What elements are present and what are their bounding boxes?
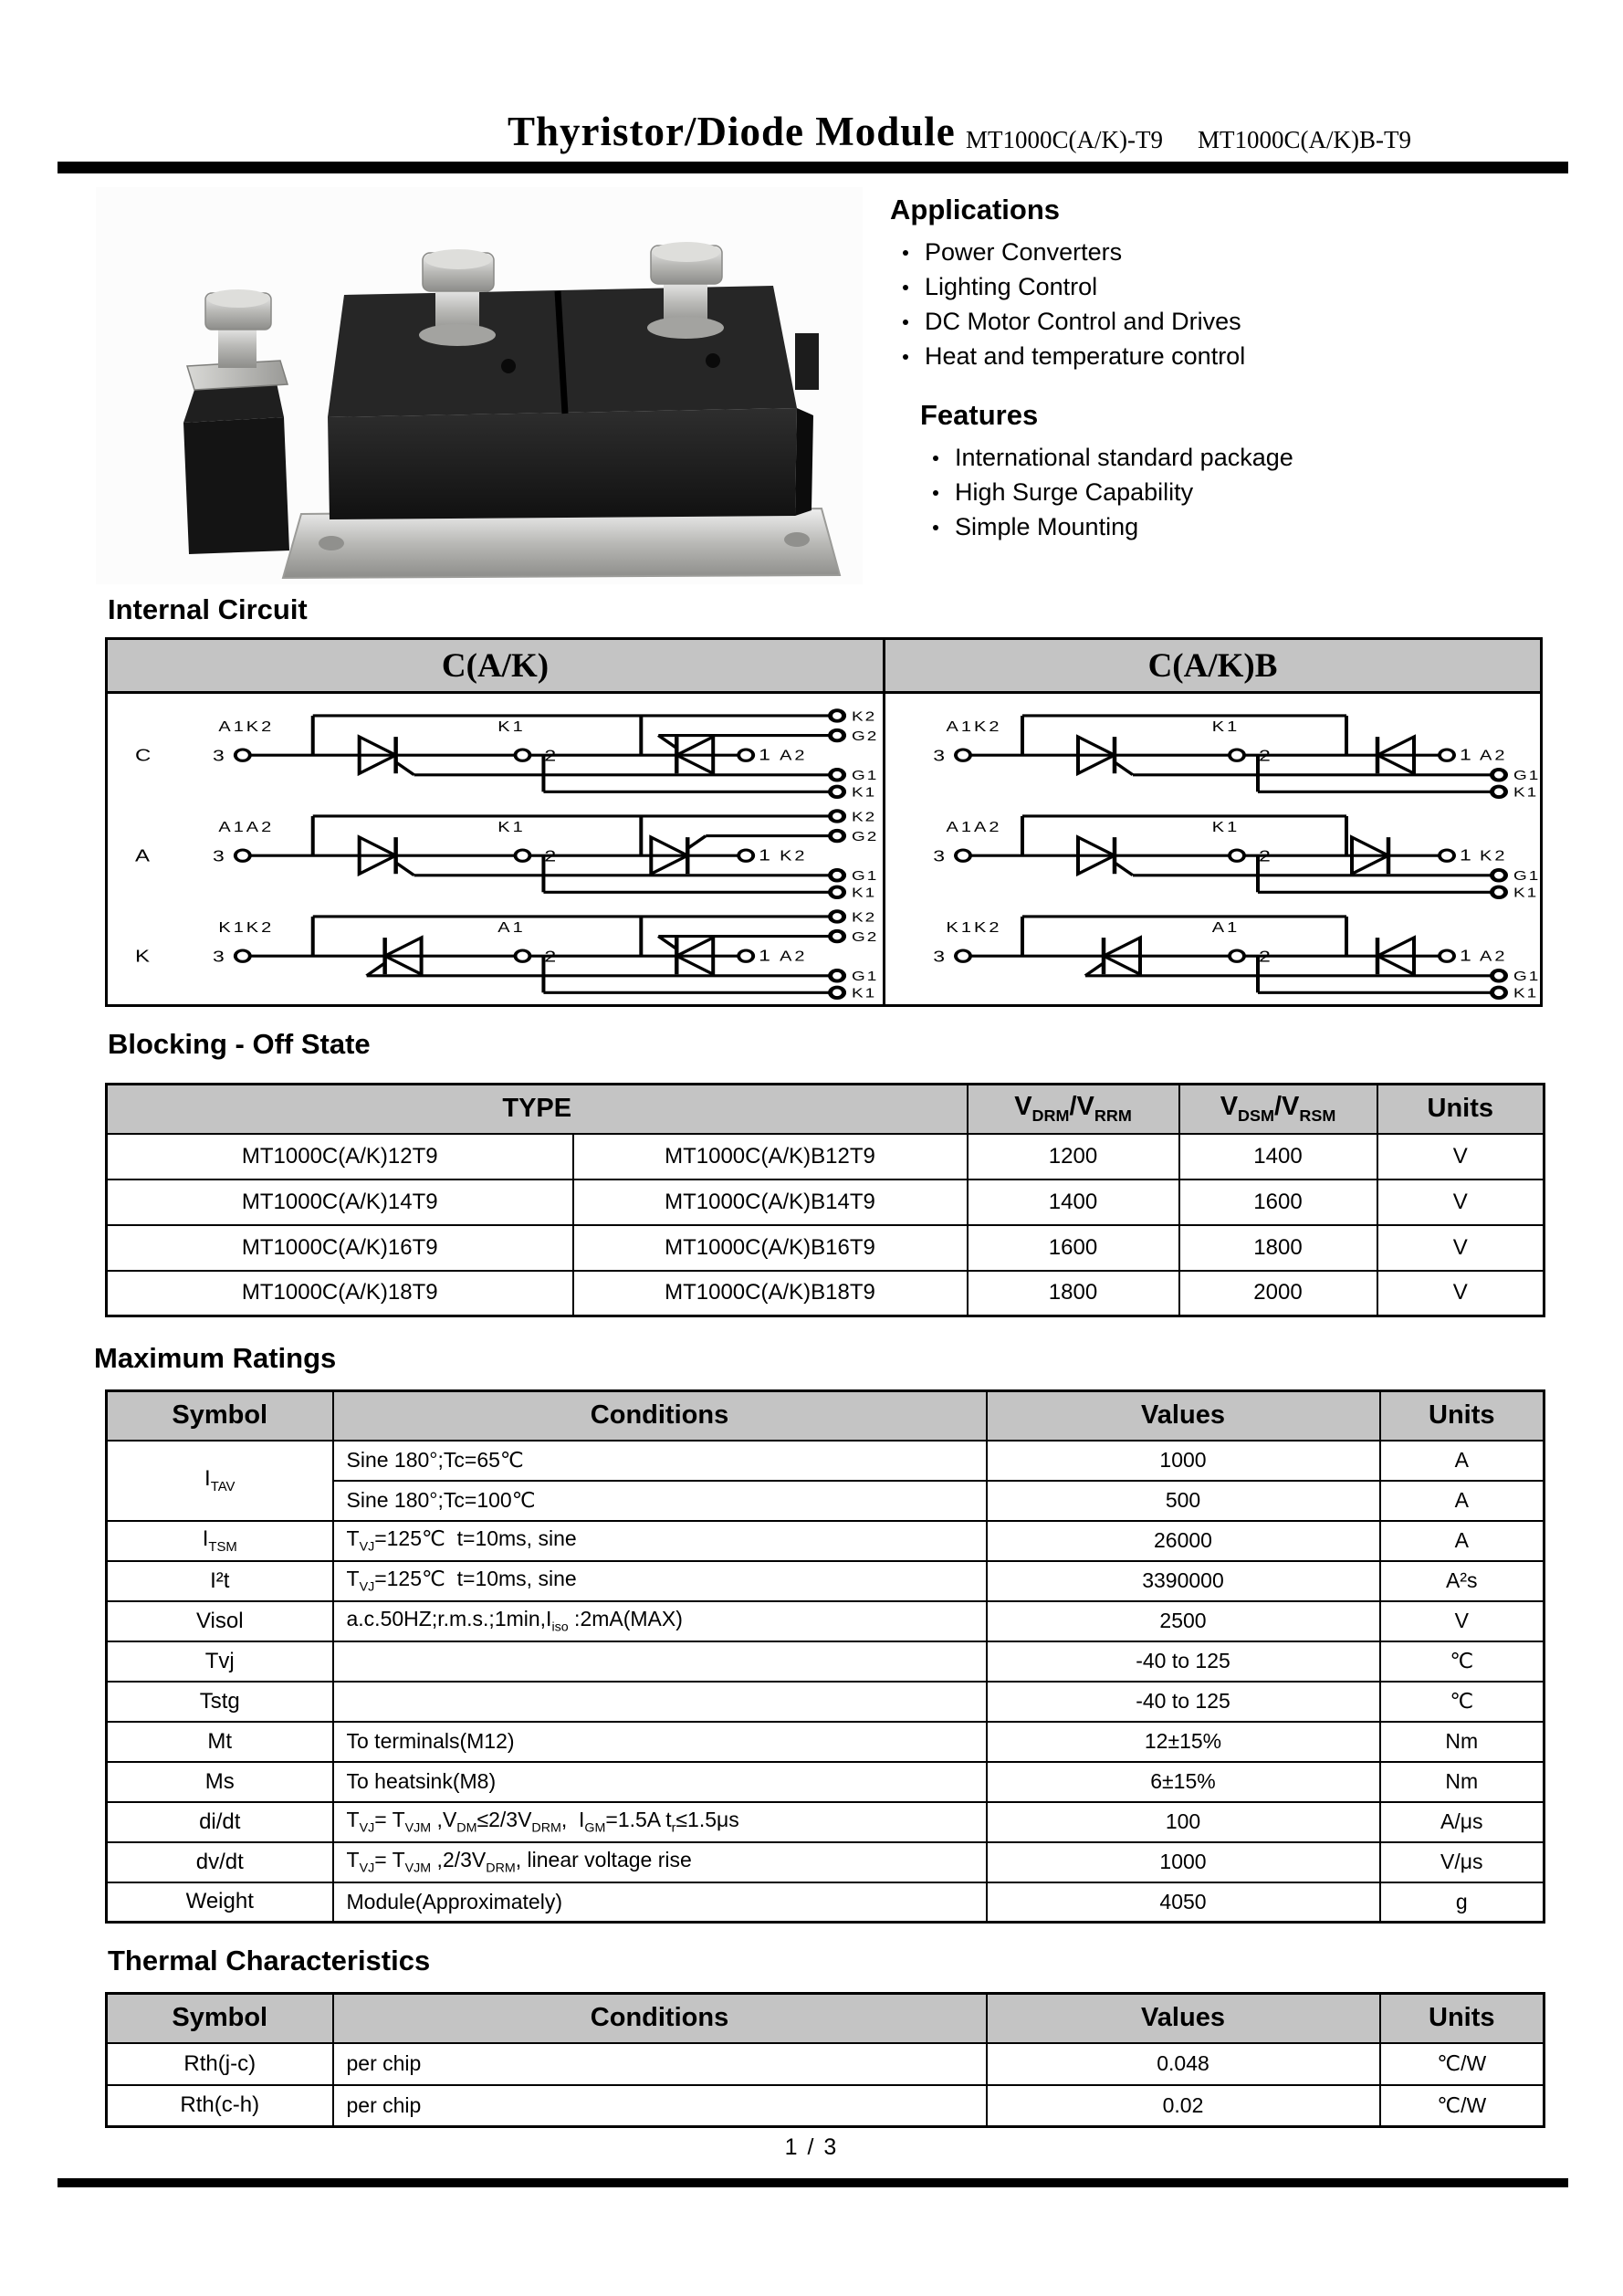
max-rating-symbol: Ms bbox=[107, 1762, 333, 1802]
max-rating-condition bbox=[333, 1641, 987, 1682]
feature-item: Simple Mounting bbox=[920, 509, 1559, 544]
svg-text:G1: G1 bbox=[852, 768, 879, 783]
blocking-cell-type-b: MT1000C(A/K)B14T9 bbox=[573, 1179, 968, 1225]
svg-text:K2: K2 bbox=[1480, 847, 1508, 865]
application-item: Power Converters bbox=[890, 235, 1556, 269]
circuit-table-body bbox=[108, 694, 1540, 1004]
thermal-header-symbol: Symbol bbox=[107, 1994, 333, 2043]
svg-text:K1: K1 bbox=[497, 718, 526, 735]
max-rating-value: 6±15% bbox=[987, 1762, 1380, 1802]
max-rating-condition: Sine 180°;Tc=65℃ bbox=[333, 1441, 987, 1481]
max-rating-unit: ℃ bbox=[1380, 1682, 1544, 1722]
svg-text:1: 1 bbox=[759, 746, 770, 764]
svg-text:C: C bbox=[134, 745, 152, 765]
svg-text:G1: G1 bbox=[852, 868, 879, 884]
max-rating-condition: Sine 180°;Tc=100℃ bbox=[333, 1481, 987, 1521]
blocking-cell-type-a: MT1000C(A/K)14T9 bbox=[107, 1179, 573, 1225]
max-rating-symbol: Visol bbox=[107, 1601, 333, 1641]
max-rating-symbol: I²t bbox=[107, 1561, 333, 1601]
circuit-diagram bbox=[885, 901, 1540, 1000]
application-item: Heat and temperature control bbox=[890, 339, 1556, 373]
max-rating-value: -40 to 125 bbox=[987, 1641, 1380, 1682]
svg-text:G2: G2 bbox=[852, 729, 879, 744]
max-rating-value: 12±15% bbox=[987, 1722, 1380, 1762]
circuit-row bbox=[885, 901, 1540, 1000]
max-rating-row bbox=[107, 1561, 1544, 1601]
applications-heading: Applications bbox=[890, 194, 1061, 225]
max-rating-value: 100 bbox=[987, 1802, 1380, 1842]
thermal-unit: ℃/W bbox=[1380, 2085, 1544, 2127]
max-rating-unit: A bbox=[1380, 1441, 1544, 1481]
max-rating-unit: ℃ bbox=[1380, 1641, 1544, 1682]
applications-list bbox=[890, 235, 1556, 373]
circuit-diagram bbox=[885, 801, 1540, 899]
blocking-cell-type-b: MT1000C(A/K)B16T9 bbox=[573, 1225, 968, 1271]
max-rating-row bbox=[107, 1882, 1544, 1923]
blocking-header-type: TYPE bbox=[107, 1085, 968, 1134]
features-section bbox=[920, 399, 1559, 544]
max-rating-symbol: dv/dt bbox=[107, 1842, 333, 1882]
maximum-ratings-heading: Maximum Ratings bbox=[94, 1342, 337, 1374]
svg-text:2: 2 bbox=[544, 846, 557, 865]
max-rating-row bbox=[107, 1441, 1544, 1481]
max-rating-unit: g bbox=[1380, 1882, 1544, 1923]
thermal-symbol: Rth(c-h) bbox=[107, 2085, 333, 2127]
thermal-header-units: Units bbox=[1380, 1994, 1544, 2043]
blocking-heading: Blocking - Off State bbox=[108, 1028, 371, 1060]
circuit-row-a bbox=[108, 801, 883, 899]
svg-text:A1K2: A1K2 bbox=[218, 718, 275, 735]
max-rating-symbol: Weight bbox=[107, 1882, 333, 1923]
max-rating-value: -40 to 125 bbox=[987, 1682, 1380, 1722]
svg-text:K1: K1 bbox=[1513, 784, 1539, 799]
svg-text:2: 2 bbox=[1259, 947, 1271, 966]
blocking-row bbox=[107, 1225, 1544, 1271]
thermal-header-conditions: Conditions bbox=[333, 1994, 987, 2043]
max-rating-row bbox=[107, 1601, 1544, 1641]
max-rating-symbol: di/dt bbox=[107, 1802, 333, 1842]
blocking-cell-type-a: MT1000C(A/K)16T9 bbox=[107, 1225, 573, 1271]
svg-text:2: 2 bbox=[544, 947, 557, 966]
blocking-cell-vdsm: 1600 bbox=[1179, 1179, 1377, 1225]
internal-circuit-heading: Internal Circuit bbox=[108, 593, 308, 625]
svg-text:K2: K2 bbox=[852, 708, 877, 724]
svg-text:3: 3 bbox=[933, 947, 945, 966]
svg-text:G1: G1 bbox=[1513, 969, 1540, 984]
application-item: Lighting Control bbox=[890, 269, 1556, 304]
max-rating-row bbox=[107, 1641, 1544, 1682]
svg-text:G1: G1 bbox=[852, 969, 879, 984]
circuit-row-c bbox=[108, 700, 883, 799]
blocking-cell-type-a: MT1000C(A/K)12T9 bbox=[107, 1134, 573, 1179]
max-rating-unit: A²s bbox=[1380, 1561, 1544, 1601]
applications-section bbox=[890, 194, 1556, 373]
blocking-row bbox=[107, 1134, 1544, 1179]
svg-text:K1: K1 bbox=[1211, 718, 1241, 735]
max-rating-condition: Module(Approximately) bbox=[333, 1882, 987, 1923]
blocking-cell-vdsm: 1400 bbox=[1179, 1134, 1377, 1179]
blocking-table bbox=[105, 1083, 1545, 1317]
features-list bbox=[920, 440, 1559, 544]
blocking-cell-type-a: MT1000C(A/K)18T9 bbox=[107, 1271, 573, 1316]
circuit-col-title-cak: C(A/K) bbox=[108, 640, 885, 691]
svg-text:K: K bbox=[134, 946, 150, 966]
max-rating-unit: A bbox=[1380, 1521, 1544, 1561]
blocking-row bbox=[107, 1271, 1544, 1316]
max-rating-unit: A bbox=[1380, 1481, 1544, 1521]
thermal-symbol: Rth(j-c) bbox=[107, 2043, 333, 2085]
circuit-diagram bbox=[108, 801, 883, 899]
svg-text:K1: K1 bbox=[1211, 819, 1241, 835]
blocking-cell-units: V bbox=[1377, 1225, 1544, 1271]
circuit-diagram bbox=[885, 700, 1540, 799]
thermal-condition: per chip bbox=[333, 2043, 987, 2085]
thermal-value: 0.02 bbox=[987, 2085, 1380, 2127]
max-rating-condition: To terminals(M12) bbox=[333, 1722, 987, 1762]
svg-text:3: 3 bbox=[933, 846, 945, 865]
max-rating-value: 1000 bbox=[987, 1842, 1380, 1882]
svg-text:K1: K1 bbox=[852, 885, 877, 899]
max-rating-condition: To heatsink(M8) bbox=[333, 1762, 987, 1802]
svg-text:A1K2: A1K2 bbox=[946, 718, 1002, 735]
blocking-cell-units: V bbox=[1377, 1134, 1544, 1179]
svg-text:A2: A2 bbox=[1480, 747, 1508, 764]
max-ratings-header-row bbox=[107, 1391, 1544, 1441]
max-header-units: Units bbox=[1380, 1391, 1544, 1441]
maximum-ratings-table bbox=[105, 1389, 1545, 1924]
max-rating-symbol: Tstg bbox=[107, 1682, 333, 1722]
blocking-cell-vdrm: 1200 bbox=[968, 1134, 1179, 1179]
circuit-column-cak bbox=[108, 694, 885, 1004]
doc-title: Thyristor/Diode Module bbox=[508, 109, 956, 154]
thermal-value: 0.048 bbox=[987, 2043, 1380, 2085]
svg-text:2: 2 bbox=[1259, 746, 1271, 765]
thermal-unit: ℃/W bbox=[1380, 2043, 1544, 2085]
svg-text:A1: A1 bbox=[497, 919, 526, 936]
blocking-cell-vdrm: 1800 bbox=[968, 1271, 1179, 1316]
max-rating-row bbox=[107, 1802, 1544, 1842]
svg-text:K2: K2 bbox=[852, 909, 877, 925]
part-number-2: MT1000C(A/K)B-T9 bbox=[1197, 126, 1411, 153]
thermal-header-values: Values bbox=[987, 1994, 1380, 2043]
blocking-cell-type-b: MT1000C(A/K)B18T9 bbox=[573, 1271, 968, 1316]
header-rule bbox=[58, 162, 1568, 173]
thermal-row bbox=[107, 2085, 1544, 2127]
svg-text:1: 1 bbox=[1460, 846, 1471, 865]
svg-text:1: 1 bbox=[1460, 746, 1471, 764]
blocking-header-row bbox=[107, 1085, 1544, 1134]
svg-text:K1: K1 bbox=[1513, 885, 1539, 899]
svg-text:K1K2: K1K2 bbox=[946, 919, 1002, 936]
max-rating-condition: $T_{VJ}=125℃$ t=10ms, sine bbox=[333, 1561, 987, 1601]
svg-text:A1A2: A1A2 bbox=[218, 819, 275, 835]
svg-text:1: 1 bbox=[759, 947, 770, 965]
max-rating-condition: $T_{VJ}= T_{VJM}$ $,V_{DM}\le 2/3V_{DRM}$, $I_{GM}=1.5A$ $t_r\le 1.5\mu s$ bbox=[333, 1802, 987, 1842]
svg-text:A2: A2 bbox=[780, 747, 808, 764]
circuit-diagram bbox=[108, 700, 883, 799]
product-photo bbox=[96, 187, 863, 584]
page-number: 1 / 3 bbox=[784, 2134, 839, 2160]
max-rating-unit: A/μs bbox=[1380, 1802, 1544, 1842]
max-rating-unit: V bbox=[1380, 1601, 1544, 1641]
blocking-header-units: Units bbox=[1377, 1085, 1544, 1134]
blocking-cell-vdrm: 1600 bbox=[968, 1225, 1179, 1271]
svg-text:K1: K1 bbox=[1513, 985, 1539, 1000]
max-rating-value: 4050 bbox=[987, 1882, 1380, 1923]
feature-item: High Surge Capability bbox=[920, 475, 1559, 509]
circuit-col-title-cakb: C(A/K)B bbox=[1147, 646, 1278, 685]
circuit-row bbox=[885, 700, 1540, 799]
part-numbers bbox=[966, 126, 1411, 154]
max-rating-unit: Nm bbox=[1380, 1762, 1544, 1802]
svg-text:3: 3 bbox=[213, 846, 225, 865]
feature-item: International standard package bbox=[920, 440, 1559, 475]
thermal-table bbox=[105, 1992, 1545, 2128]
blocking-cell-vdrm: 1400 bbox=[968, 1179, 1179, 1225]
footer-rule bbox=[58, 2178, 1568, 2187]
max-rating-unit: Nm bbox=[1380, 1722, 1544, 1762]
thermal-condition: per chip bbox=[333, 2085, 987, 2127]
max-rating-unit: V/μs bbox=[1380, 1842, 1544, 1882]
module-photo-illustration bbox=[96, 187, 863, 584]
svg-text:3: 3 bbox=[213, 746, 225, 765]
svg-text:A1A2: A1A2 bbox=[946, 819, 1002, 835]
blocking-row bbox=[107, 1179, 1544, 1225]
blocking-header-vdrm: $V_{DRM}/V_{RRM}$ bbox=[968, 1085, 1179, 1134]
max-rating-condition: $T_{VJ}=125℃$ t=10ms, sine bbox=[333, 1521, 987, 1561]
svg-text:A1: A1 bbox=[1211, 919, 1241, 936]
thermal-row bbox=[107, 2043, 1544, 2085]
max-header-conditions: Conditions bbox=[333, 1391, 987, 1441]
svg-text:A2: A2 bbox=[1480, 948, 1508, 965]
max-rating-condition: $a.c.50HZ;r.m.s.;1\min,I_{iso}$ :2mA(MAX) bbox=[333, 1601, 987, 1641]
svg-text:3: 3 bbox=[213, 947, 225, 966]
max-rating-symbol: $I_{TAV}$ bbox=[107, 1441, 333, 1521]
svg-text:A2: A2 bbox=[780, 948, 808, 965]
svg-text:K2: K2 bbox=[780, 847, 808, 865]
max-rating-row bbox=[107, 1521, 1544, 1561]
max-rating-value: 500 bbox=[987, 1481, 1380, 1521]
max-rating-row bbox=[107, 1682, 1544, 1722]
thermal-header-row bbox=[107, 1994, 1544, 2043]
svg-text:K2: K2 bbox=[852, 809, 877, 824]
circuit-column-cakb bbox=[885, 694, 1540, 1004]
max-rating-value: 1000 bbox=[987, 1441, 1380, 1481]
max-header-values: Values bbox=[987, 1391, 1380, 1441]
svg-text:K1: K1 bbox=[497, 819, 526, 835]
svg-text:A: A bbox=[134, 845, 150, 865]
max-rating-row bbox=[107, 1842, 1544, 1882]
features-heading: Features bbox=[920, 399, 1039, 431]
max-rating-value: 26000 bbox=[987, 1521, 1380, 1561]
svg-text:2: 2 bbox=[1259, 846, 1271, 865]
max-rating-value: 3390000 bbox=[987, 1561, 1380, 1601]
part-number-1: MT1000C(A/K)-T9 bbox=[966, 126, 1163, 153]
circuit-row-k bbox=[108, 901, 883, 1000]
circuit-table-header bbox=[108, 640, 1540, 694]
blocking-cell-units: V bbox=[1377, 1179, 1544, 1225]
blocking-cell-type-b: MT1000C(A/K)B12T9 bbox=[573, 1134, 968, 1179]
svg-text:K1: K1 bbox=[852, 985, 877, 1000]
svg-text:G2: G2 bbox=[852, 829, 879, 844]
svg-text:1: 1 bbox=[1460, 947, 1471, 965]
max-header-symbol: Symbol bbox=[107, 1391, 333, 1441]
max-rating-symbol: Mt bbox=[107, 1722, 333, 1762]
max-rating-condition bbox=[333, 1682, 987, 1722]
circuit-diagram bbox=[108, 901, 883, 1000]
max-rating-condition: $T_{VJ}= T_{VJM}$ $,2/3V_{DRM}$, linear voltage rise bbox=[333, 1842, 987, 1882]
circuit-row bbox=[885, 801, 1540, 899]
max-rating-symbol: $I_{TSM}$ bbox=[107, 1521, 333, 1561]
svg-text:G1: G1 bbox=[1513, 768, 1540, 783]
svg-text:3: 3 bbox=[933, 746, 945, 765]
svg-text:1: 1 bbox=[759, 846, 770, 865]
svg-text:K1K2: K1K2 bbox=[218, 919, 275, 936]
application-item: DC Motor Control and Drives bbox=[890, 304, 1556, 339]
max-rating-symbol: Tvj bbox=[107, 1641, 333, 1682]
svg-text:G1: G1 bbox=[1513, 868, 1540, 884]
blocking-cell-vdsm: 2000 bbox=[1179, 1271, 1377, 1316]
max-rating-row bbox=[107, 1722, 1544, 1762]
blocking-header-vdsm: $V_{DSM}/V_{RSM}$ bbox=[1179, 1085, 1377, 1134]
svg-text:K1: K1 bbox=[852, 784, 877, 799]
max-rating-value: 2500 bbox=[987, 1601, 1380, 1641]
internal-circuit-table bbox=[105, 637, 1543, 1007]
max-rating-row bbox=[107, 1762, 1544, 1802]
svg-text:G2: G2 bbox=[852, 929, 879, 945]
blocking-cell-units: V bbox=[1377, 1271, 1544, 1316]
thermal-heading: Thermal Characteristics bbox=[108, 1945, 431, 1976]
blocking-cell-vdsm: 1800 bbox=[1179, 1225, 1377, 1271]
svg-text:2: 2 bbox=[544, 746, 557, 765]
